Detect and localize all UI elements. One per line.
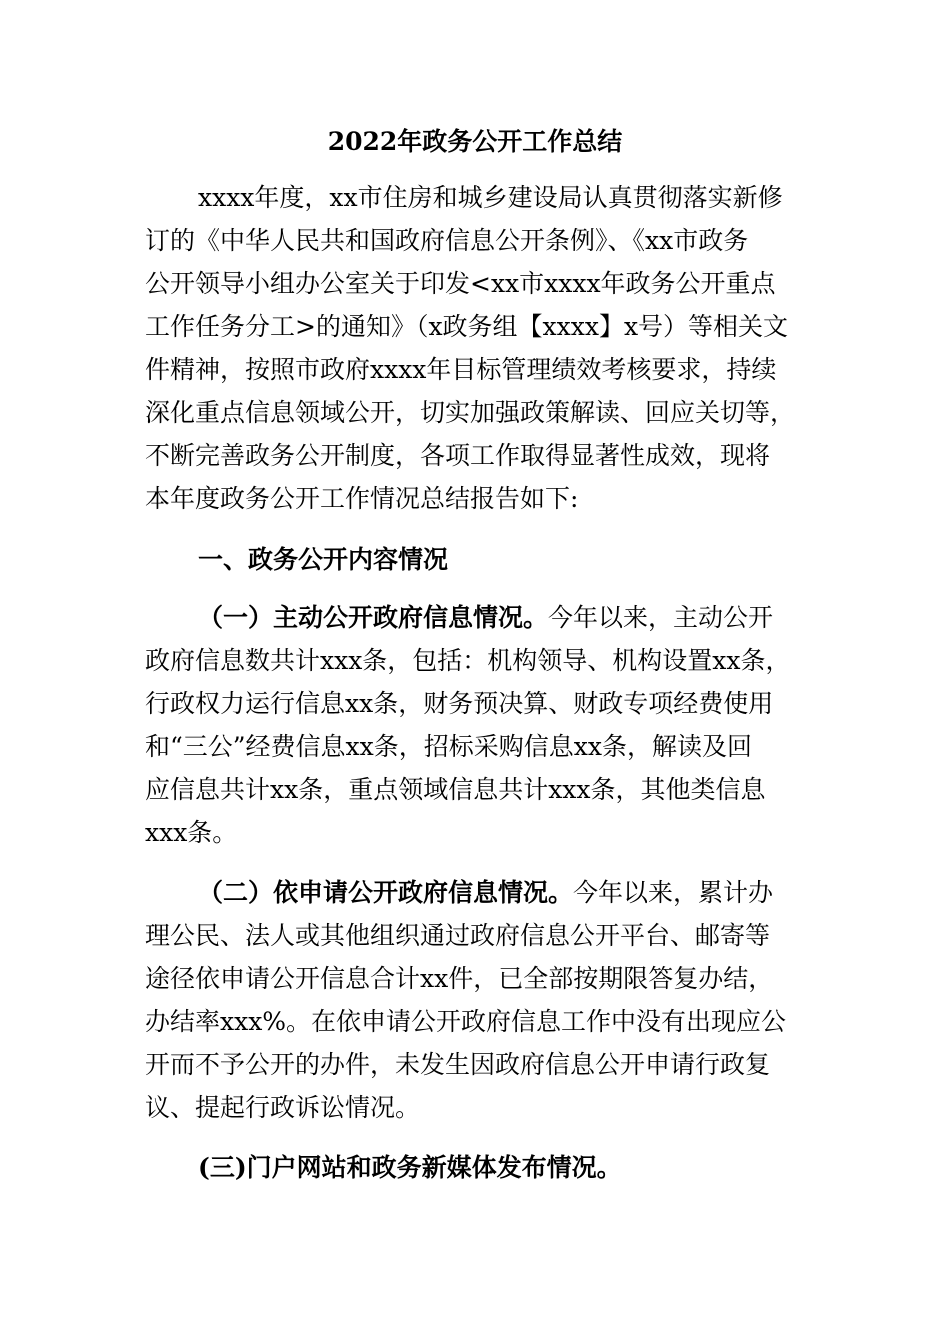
sub1-line-3: 和“三公”经费信息xx条，招标采购信息xx条，解读及回 [145,732,752,761]
sub1-line-5: xxx条。 [145,818,238,847]
sub1-first-rest: 今年以来，主动公开 [548,603,774,632]
intro-line-8: 本年度政务公开工作情况总结报告如下: [145,484,579,513]
intro-line-5: 件精神，按照市政府xxxx年目标管理绩效考核要求，持续 [145,355,777,384]
sub1-line-4: 应信息共计xx条，重点领域信息共计xxx条，其他类信息 [145,775,766,804]
section-heading-content: 一、政务公开内容情况 [198,545,449,574]
intro-line-6: 深化重点信息领域公开，切实加强政策解读、回应关切等， [145,398,796,427]
sub1-line-2: 行政权力运行信息xx条，财务预决算、财政专项经费使用 [145,689,774,718]
document-title: 2022年政务公开工作总结 [327,127,623,156]
sub2-line-4: 开而不予公开的办件，未发生因政府信息公开申请行政复 [145,1050,771,1079]
sub2-line-1: 理公民、法人或其他组织通过政府信息公开平台、邮寄等 [145,921,771,950]
sub2-line-2: 途径依申请公开信息合计xx件，已全部按期限答复办结， [145,964,774,993]
intro-line-1: xxxx年度，xx市住房和城乡建设局认真贯彻落实新修 [198,183,783,212]
sub1-line-1: 政府信息数共计xxx条，包括：机构领导、机构设置xx条， [145,646,791,675]
sub2-first-rest: 今年以来，累计办 [573,878,774,907]
intro-line-7: 不断完善政务公开制度，各项工作取得显著性成效，现将 [145,441,771,470]
intro-line-3: 公开领导小组办公室关于印发<xx市xxxx年政务公开重点 [145,269,776,298]
sub2-first-line [198,877,773,909]
sub2-line-3: 办结率xxx%。在依申请公开政府信息工作中没有出现应公 [145,1007,787,1036]
sub1-heading: （一）主动公开政府信息情况。 [198,603,549,632]
intro-line-2: 订的《中华人民共和国政府信息公开条例》、《xx市政务 [145,226,749,255]
intro-line-4: 工作任务分工>的通知》（x政务组【xxxx】x号）等相关文 [145,312,789,341]
sub2-line-5: 议、提起行政诉讼情况。 [145,1093,421,1122]
sub1-first-line [198,602,773,634]
sub2-heading: （二）依申请公开政府信息情况。 [198,878,574,907]
sub3-heading: (三)门户网站和政务新媒体发布情况。 [198,1153,622,1182]
